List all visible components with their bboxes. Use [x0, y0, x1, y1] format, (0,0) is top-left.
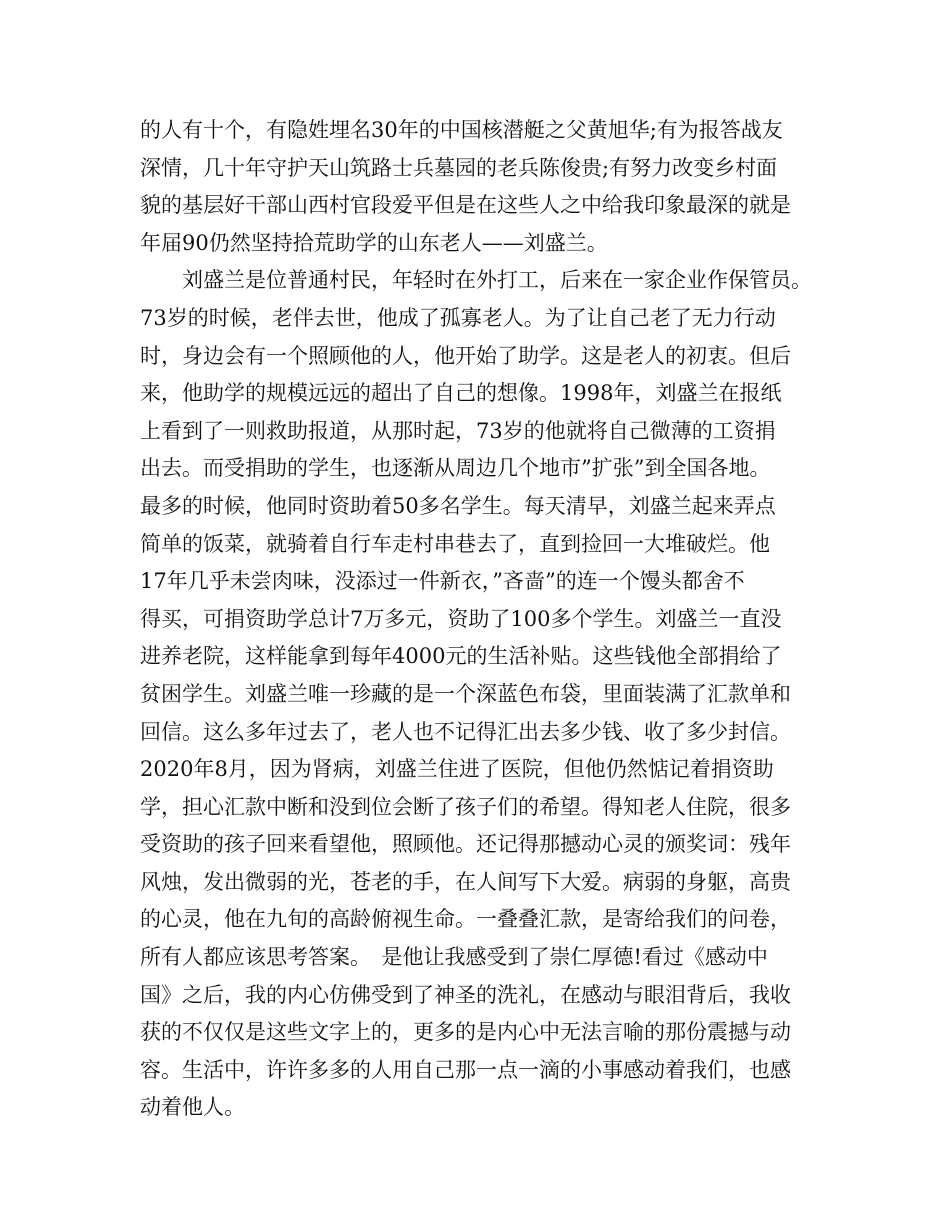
text-line: 回信。这么多年过去了，老人也不记得汇出去多少钱、收了多少封信。: [140, 719, 791, 744]
text-line: 貌的基层好干部山西村官段爱平但是在这些人之中给我印象最深的就是: [140, 193, 791, 218]
text-line: 17年几乎未尝肉味，没添过一件新衣，”吝啬”的连一个馒头都舍不: [140, 569, 745, 594]
text-line: 获的不仅仅是这些文字上的，更多的是内心中无法言喻的那份震撼与动: [140, 1020, 791, 1045]
text-line: 来，他助学的规模远远的超出了自己的想像。1998年，刘盛兰在报纸: [140, 381, 782, 406]
text-line: 容。生活中，许许多多的人用自己那一点一滴的小事感动着我们，也感: [140, 1057, 791, 1082]
text-line: 时，身边会有一个照顾他的人，他开始了助学。这是老人的初衷。但后: [140, 343, 791, 368]
body-text: [140, 112, 840, 1127]
text-line: 受资助的孩子回来看望他，照顾他。还记得那撼动心灵的颁奖词：残年: [140, 832, 791, 857]
text-line: 出去。而受捐助的学生，也逐渐从周边几个地市”扩张”到全国各地。: [140, 456, 771, 481]
text-line: 风烛，发出微弱的光，苍老的手，在人间写下大爱。病弱的身躯，高贵: [140, 869, 791, 894]
text-line: 深情，几十年守护天山筑路士兵墓园的老兵陈俊贵;有努力改变乡村面: [140, 155, 778, 180]
text-line: 所有人都应该思考答案。 是他让我感受到了崇仁厚德!看过《感动中: [140, 945, 768, 970]
text-line: 最多的时候，他同时资助着50多名学生。每天清早，刘盛兰起来弄点: [140, 493, 776, 518]
text-line: 学，担心汇款中断和没到位会断了孩子们的希望。得知老人住院，很多: [140, 794, 791, 819]
text-line: 动着他人。: [140, 1095, 245, 1120]
text-line: 刘盛兰是位普通村民，年轻时在外打工，后来在一家企业作保管员。: [140, 268, 812, 293]
text-line: 得买，可捐资助学总计7万多元，资助了100多个学生。刘盛兰一直没: [140, 606, 782, 631]
text-line: 进养老院，这样能拿到每年4000元的生活补贴。这些钱他全部捐给了: [140, 644, 782, 669]
text-line: 的人有十个，有隐姓埋名30年的中国核潜艇之父黄旭华;有为报答战友: [140, 118, 783, 142]
text-line: 国》之后，我的内心仿佛受到了神圣的洗礼，在感动与眼泪背后，我收: [140, 982, 791, 1007]
text-line: 上看到了一则救助报道，从那时起，73岁的他就将自己微薄的工资捐: [140, 418, 776, 443]
text-line: 简单的饭菜，就骑着自行车走村串巷去了，直到捡回一大堆破烂。他: [140, 531, 770, 556]
text-line: 年届90仍然坚持拾荒助学的山东老人——刘盛兰。: [140, 230, 608, 255]
text-line: 的心灵，他在九旬的高龄俯视生命。一叠叠汇款，是寄给我们的问卷，: [140, 907, 791, 932]
text-line: 2020年8月，因为肾病，刘盛兰住进了医院，但他仍然惦记着捐资助: [140, 757, 774, 782]
text-line: 贫困学生。刘盛兰唯一珍藏的是一个深蓝色布袋，里面装满了汇款单和: [140, 681, 791, 706]
text-line: 73岁的时候，老伴去世，他成了孤寡老人。为了让自己老了无力行动: [140, 305, 776, 330]
